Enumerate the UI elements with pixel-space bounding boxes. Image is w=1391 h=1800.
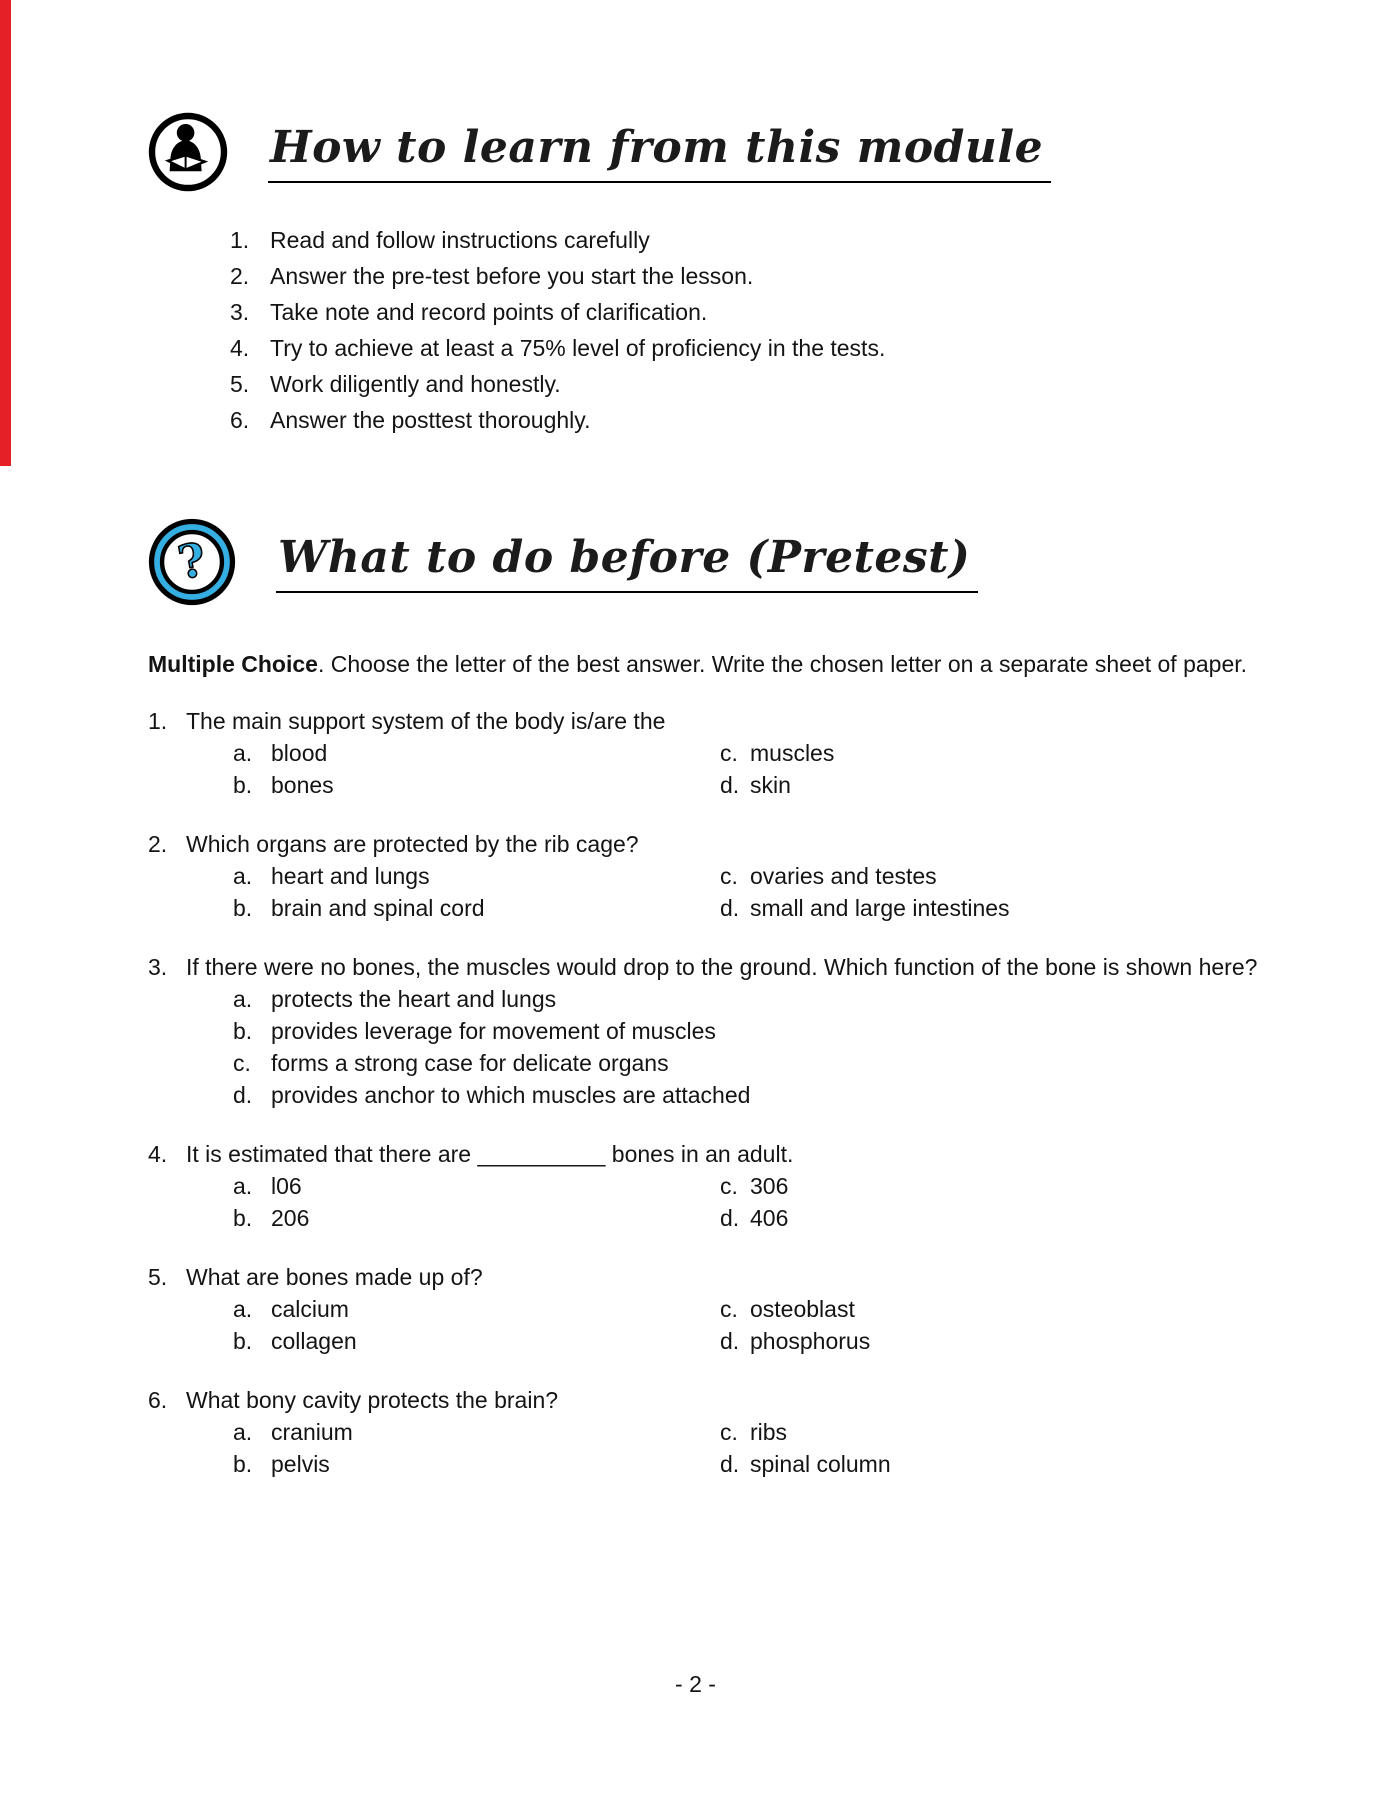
instruction-item bbox=[230, 258, 1261, 294]
option-label: c. bbox=[720, 863, 738, 889]
question-line bbox=[148, 828, 1261, 860]
option-grid bbox=[148, 737, 1261, 801]
option-text: pelvis bbox=[271, 1451, 330, 1477]
instruction-item bbox=[230, 330, 1261, 366]
reader-icon bbox=[148, 112, 228, 192]
option-label: c. bbox=[720, 1419, 738, 1445]
learn-section-title: How to learn from this module bbox=[268, 122, 1051, 183]
option-text: brain and spinal cord bbox=[271, 895, 485, 921]
instruction-number: 6. bbox=[230, 407, 250, 433]
pretest-section-header bbox=[148, 518, 1261, 606]
option-c bbox=[233, 1047, 1261, 1079]
question-text: If there were no bones, the muscles would drop to the ground. Which function of the bone is shown here? bbox=[186, 954, 1258, 980]
question-line bbox=[148, 951, 1261, 983]
question-text: The main support system of the body is/are the bbox=[186, 708, 666, 734]
question-line bbox=[148, 1138, 1261, 1170]
scan-edge-stripe bbox=[0, 0, 11, 466]
question-text: Which organs are protected by the rib cage? bbox=[186, 831, 639, 857]
instruction-text: Answer the posttest thoroughly. bbox=[270, 407, 591, 433]
instruction-number: 2. bbox=[230, 263, 250, 289]
question-line bbox=[148, 705, 1261, 737]
option-c bbox=[720, 1416, 1261, 1448]
question-list bbox=[148, 705, 1261, 1480]
option-label: c. bbox=[720, 740, 738, 766]
option-d bbox=[720, 769, 1261, 801]
option-label: b. bbox=[233, 1018, 253, 1044]
option-text: osteoblast bbox=[750, 1296, 855, 1322]
instruction-number: 4. bbox=[230, 335, 250, 361]
page-number: - 2 - bbox=[675, 1671, 716, 1697]
option-b bbox=[233, 769, 720, 801]
option-grid bbox=[148, 1293, 1261, 1357]
option-b bbox=[233, 1202, 720, 1234]
option-c bbox=[720, 1170, 1261, 1202]
option-text: calcium bbox=[271, 1296, 349, 1322]
instruction-number: 1. bbox=[230, 227, 250, 253]
instruction-item bbox=[230, 402, 1261, 438]
option-text: ovaries and testes bbox=[750, 863, 937, 889]
option-b bbox=[233, 1325, 720, 1357]
option-label: a. bbox=[233, 986, 253, 1012]
option-a bbox=[233, 1293, 720, 1325]
option-label: a. bbox=[233, 740, 253, 766]
instruction-item bbox=[230, 294, 1261, 330]
option-a bbox=[233, 983, 1261, 1015]
option-c bbox=[720, 860, 1261, 892]
instruction-text: Answer the pre-test before you start the lesson. bbox=[270, 263, 754, 289]
option-list bbox=[148, 983, 1261, 1111]
option-grid bbox=[148, 1416, 1261, 1480]
instruction-list bbox=[230, 222, 1261, 438]
intro-text: . Choose the letter of the best answer. Write the chosen letter on a separate sheet of paper. bbox=[317, 651, 1248, 677]
option-d bbox=[720, 1325, 1261, 1357]
option-text: 306 bbox=[750, 1173, 789, 1199]
option-text: bones bbox=[271, 772, 334, 798]
option-label: d. bbox=[720, 1451, 740, 1477]
question-number: 4. bbox=[148, 1141, 168, 1167]
option-d bbox=[720, 892, 1261, 924]
option-d bbox=[233, 1079, 1261, 1111]
pretest-instructions bbox=[148, 648, 1261, 681]
instruction-item bbox=[230, 366, 1261, 402]
instruction-text: Work diligently and honestly. bbox=[270, 371, 561, 397]
option-a bbox=[233, 737, 720, 769]
option-b bbox=[233, 892, 720, 924]
question-text: What are bones made up of? bbox=[186, 1264, 483, 1290]
option-label: b. bbox=[233, 895, 253, 921]
option-text: skin bbox=[750, 772, 791, 798]
option-text: forms a strong case for delicate organs bbox=[271, 1050, 669, 1076]
option-label: b. bbox=[233, 1328, 253, 1354]
option-label: d. bbox=[720, 772, 740, 798]
option-text: cranium bbox=[271, 1419, 353, 1445]
option-text: protects the heart and lungs bbox=[271, 986, 557, 1012]
option-text: spinal column bbox=[750, 1451, 891, 1477]
instruction-item bbox=[230, 222, 1261, 258]
option-text: 206 bbox=[271, 1205, 310, 1231]
question-number: 2. bbox=[148, 831, 168, 857]
option-label: b. bbox=[233, 1205, 253, 1231]
option-c bbox=[720, 737, 1261, 769]
option-text: provides anchor to which muscles are attached bbox=[271, 1082, 751, 1108]
option-text: 406 bbox=[750, 1205, 789, 1231]
option-label: a. bbox=[233, 1296, 253, 1322]
instruction-text: Take note and record points of clarification. bbox=[270, 299, 708, 325]
question-6 bbox=[148, 1384, 1261, 1480]
svg-text:?: ? bbox=[173, 532, 210, 590]
question-3 bbox=[148, 951, 1261, 1111]
option-text: l06 bbox=[271, 1173, 302, 1199]
option-d bbox=[720, 1202, 1261, 1234]
option-label: a. bbox=[233, 1419, 253, 1445]
option-text: collagen bbox=[271, 1328, 357, 1354]
option-a bbox=[233, 1416, 720, 1448]
question-4 bbox=[148, 1138, 1261, 1234]
instruction-number: 3. bbox=[230, 299, 250, 325]
question-5 bbox=[148, 1261, 1261, 1357]
instruction-text: Try to achieve at least a 75% level of proficiency in the tests. bbox=[270, 335, 886, 361]
option-text: ribs bbox=[750, 1419, 788, 1445]
question-text: What bony cavity protects the brain? bbox=[186, 1387, 559, 1413]
option-grid bbox=[148, 860, 1261, 924]
question-2 bbox=[148, 828, 1261, 924]
question-number: 6. bbox=[148, 1387, 168, 1413]
option-label: b. bbox=[233, 772, 253, 798]
question-1 bbox=[148, 705, 1261, 801]
option-label: d. bbox=[233, 1082, 253, 1108]
question-line bbox=[148, 1384, 1261, 1416]
option-text: small and large intestines bbox=[750, 895, 1010, 921]
question-mark-icon bbox=[148, 518, 236, 606]
question-number: 1. bbox=[148, 708, 168, 734]
question-text: It is estimated that there are __________ bones in an adult. bbox=[186, 1141, 794, 1167]
option-a bbox=[233, 860, 720, 892]
instruction-text: Read and follow instructions carefully bbox=[270, 227, 650, 253]
option-c bbox=[720, 1293, 1261, 1325]
option-label: a. bbox=[233, 863, 253, 889]
option-label: c. bbox=[233, 1050, 251, 1076]
option-label: c. bbox=[720, 1173, 738, 1199]
option-label: d. bbox=[720, 1205, 740, 1231]
pretest-section-title: What to do before (Pretest) bbox=[276, 532, 978, 593]
question-number: 5. bbox=[148, 1264, 168, 1290]
option-text: muscles bbox=[750, 740, 835, 766]
option-b bbox=[233, 1015, 1261, 1047]
option-a bbox=[233, 1170, 720, 1202]
option-d bbox=[720, 1448, 1261, 1480]
intro-bold-label: Multiple Choice bbox=[148, 651, 318, 677]
option-text: heart and lungs bbox=[271, 863, 430, 889]
option-text: blood bbox=[271, 740, 328, 766]
instruction-number: 5. bbox=[230, 371, 250, 397]
option-label: c. bbox=[720, 1296, 738, 1322]
option-b bbox=[233, 1448, 720, 1480]
option-label: b. bbox=[233, 1451, 253, 1477]
option-grid bbox=[148, 1170, 1261, 1234]
question-line bbox=[148, 1261, 1261, 1293]
option-text: provides leverage for movement of muscles bbox=[271, 1018, 716, 1044]
option-label: a. bbox=[233, 1173, 253, 1199]
option-label: d. bbox=[720, 895, 740, 921]
learn-section-header bbox=[148, 112, 1261, 192]
question-number: 3. bbox=[148, 954, 168, 980]
option-text: phosphorus bbox=[750, 1328, 871, 1354]
option-label: d. bbox=[720, 1328, 740, 1354]
